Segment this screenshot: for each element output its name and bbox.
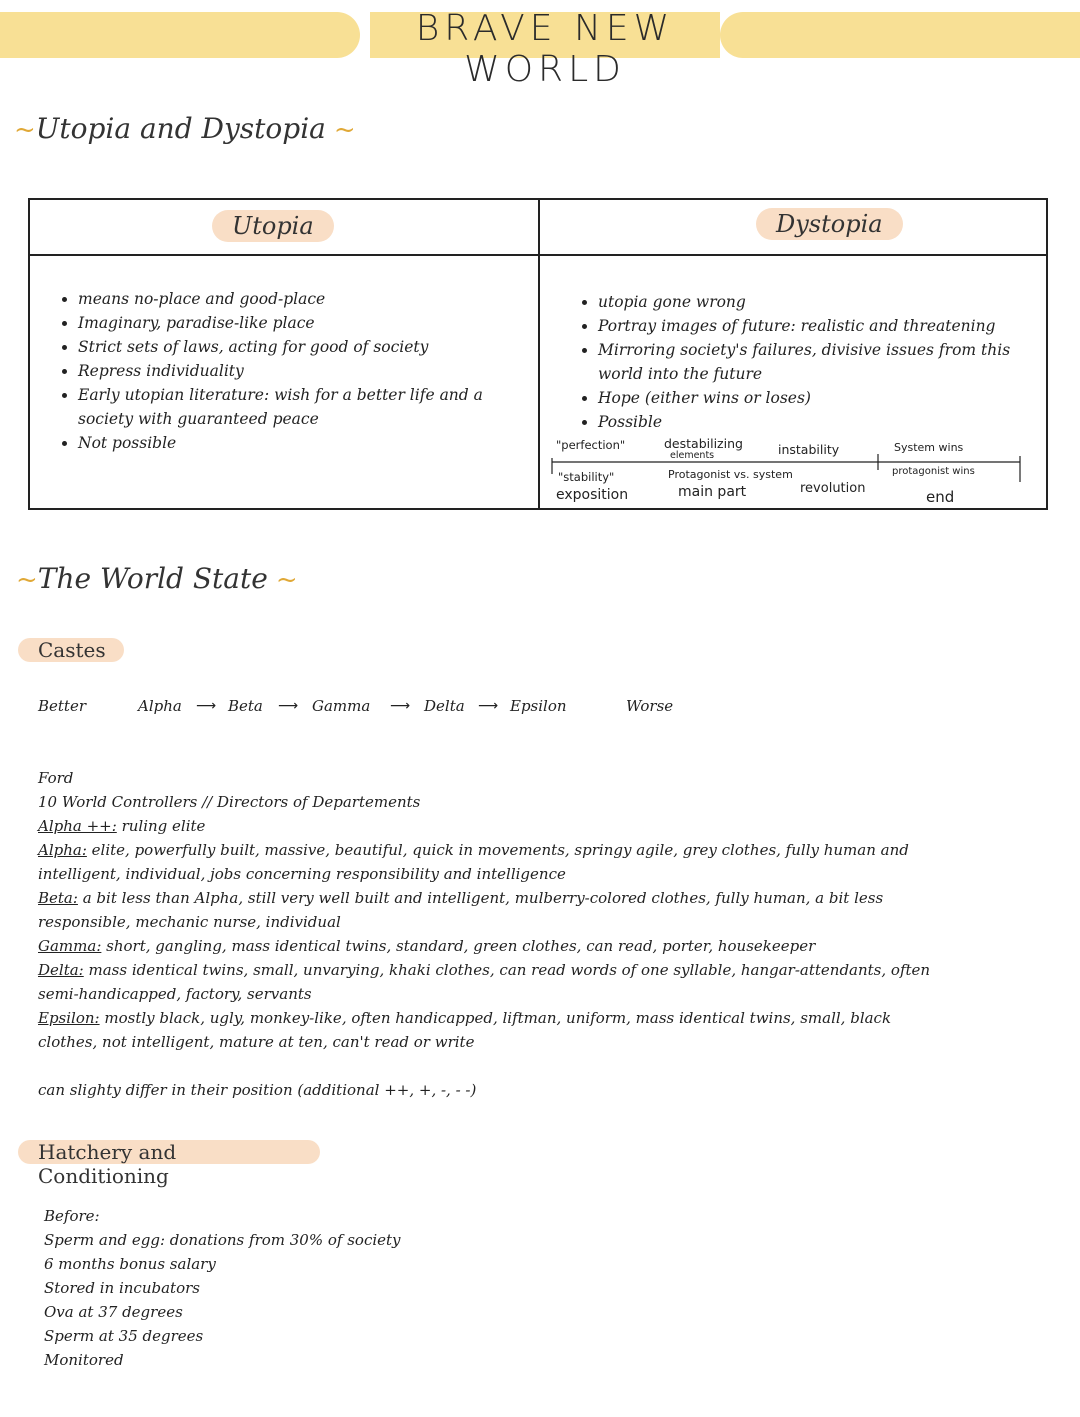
tilde-left: ~ bbox=[14, 115, 36, 145]
note-beta-cont: responsible, mechanic nurse, individual bbox=[38, 913, 341, 931]
note-label: Alpha ++: bbox=[38, 817, 117, 835]
caste-delta: Delta bbox=[424, 697, 465, 715]
list-item: Ova at 37 degrees bbox=[44, 1303, 183, 1321]
list-item: Sperm at 35 degrees bbox=[44, 1327, 204, 1345]
table-divider-vertical bbox=[538, 198, 540, 510]
list-item: 6 months bonus salary bbox=[44, 1255, 216, 1273]
list-item: • utopia gone wrong bbox=[598, 290, 1028, 314]
plot-label-elements: elements bbox=[670, 450, 715, 461]
list-item: • Possible bbox=[598, 410, 1028, 434]
list-item: Before: bbox=[44, 1207, 100, 1225]
plot-label-instability: instability bbox=[778, 442, 840, 457]
section-heading-text: The World State bbox=[37, 562, 268, 595]
plot-label-system-wins: System wins bbox=[894, 441, 964, 454]
section-heading-utopia-dystopia bbox=[14, 112, 356, 145]
note-label: Beta: bbox=[38, 889, 78, 907]
plot-label-protagonist-wins: protagonist wins bbox=[892, 466, 975, 477]
section-heading-text: Utopia and Dystopia bbox=[35, 112, 326, 145]
caste-worse-label: Worse bbox=[626, 697, 674, 715]
utopia-list bbox=[58, 287, 518, 455]
title-banner-left bbox=[0, 12, 360, 58]
utopia-column-heading: Utopia bbox=[212, 210, 334, 242]
tilde-left: ~ bbox=[16, 565, 38, 595]
note-delta bbox=[38, 958, 1048, 982]
tilde-right: ~ bbox=[275, 565, 298, 595]
caste-epsilon: Epsilon bbox=[510, 697, 567, 715]
list-item: • Imaginary, paradise-like place bbox=[78, 311, 518, 335]
table-divider-horizontal bbox=[28, 254, 1048, 256]
plot-label-destabilizing: destabilizing bbox=[664, 436, 743, 451]
note-alpha-cont: intelligent, individual, jobs concerning responsibility and intelligence bbox=[38, 865, 566, 883]
note-text: mass identical twins, small, unvarying, khaki clothes, can read words of one syllable, hangar-attendants, often bbox=[83, 961, 931, 979]
note-label: Epsilon: bbox=[38, 1009, 100, 1027]
note-label: Gamma: bbox=[38, 937, 102, 955]
note-text: elite, powerfully built, massive, beautiful, quick in movements, springy agile, grey clothes, fully human and bbox=[86, 841, 909, 859]
note-label: Delta: bbox=[38, 961, 84, 979]
castes-label: Castes bbox=[18, 638, 124, 662]
note-alpha bbox=[38, 838, 1048, 862]
note-text: ruling elite bbox=[116, 817, 206, 835]
dystopia-column-heading: Dystopia bbox=[756, 208, 903, 240]
plot-label-revolution: revolution bbox=[800, 481, 866, 496]
note-beta bbox=[38, 886, 1048, 910]
note-text: short, gangling, mass identical twins, standard, green clothes, can read, porter, housekeeper bbox=[101, 937, 816, 955]
title-banner-right bbox=[720, 12, 1080, 58]
list-item: Stored in incubators bbox=[44, 1279, 200, 1297]
list-item: • means no-place and good-place bbox=[78, 287, 518, 311]
note-text: a bit less than Alpha, still very well built and intelligent, mulberry-colored clothes, fully human, a bit less bbox=[77, 889, 884, 907]
plot-label-stability: "stability" bbox=[558, 470, 615, 484]
section-heading-world-state bbox=[16, 562, 298, 595]
caste-beta: Beta bbox=[228, 697, 263, 715]
caste-gamma: Gamma bbox=[312, 697, 371, 715]
caste-notes bbox=[38, 766, 1048, 1102]
note-differ: can slighty differ in their position (additional ++, +, -, - -) bbox=[38, 1081, 477, 1099]
note-epsilon-cont: clothes, not intelligent, mature at ten, can't read or write bbox=[38, 1033, 475, 1051]
note-controllers: 10 World Controllers // Directors of Departements bbox=[38, 793, 421, 811]
list-item: • Early utopian literature: wish for a better life and a society with guaranteed peace bbox=[78, 383, 518, 431]
list-item: Sperm and egg: donations from 30% of society bbox=[44, 1231, 401, 1249]
caste-better-label: Better bbox=[38, 697, 87, 715]
note-ford: Ford bbox=[38, 769, 74, 787]
plot-label-exposition: exposition bbox=[556, 487, 629, 503]
plot-label-main-part: main part bbox=[678, 484, 747, 500]
note-text: mostly black, ugly, monkey-like, often handicapped, liftman, uniform, mass identical twins, small, black bbox=[99, 1009, 892, 1027]
plot-label-end: end bbox=[926, 488, 955, 506]
list-item: • Strict sets of laws, acting for good of society bbox=[78, 335, 518, 359]
hatchery-label: Hatchery and Conditioning bbox=[18, 1140, 320, 1164]
note-gamma bbox=[38, 934, 1048, 958]
list-item: • Repress individuality bbox=[78, 359, 518, 383]
list-item: Monitored bbox=[44, 1351, 124, 1369]
caste-alpha: Alpha bbox=[138, 697, 182, 715]
note-label: Alpha: bbox=[38, 841, 87, 859]
note-spacer bbox=[38, 1054, 1048, 1078]
list-item: • Mirroring society's failures, divisive issues from this world into the future bbox=[598, 338, 1028, 386]
note-delta-cont: semi-handicapped, factory, servants bbox=[38, 985, 312, 1003]
arrow-right-icon: ⟶ bbox=[478, 698, 499, 714]
plot-label-perfection: "perfection" bbox=[556, 438, 626, 452]
hatchery-before-list bbox=[44, 1204, 401, 1372]
arrow-right-icon: ⟶ bbox=[196, 698, 217, 714]
plot-label-protagonist-vs-system: Protagonist vs. system bbox=[668, 468, 793, 481]
list-item: • Hope (either wins or loses) bbox=[598, 386, 1028, 410]
page-title: BRAVE NEW WORLD bbox=[415, 8, 675, 90]
tilde-right: ~ bbox=[333, 115, 356, 145]
arrow-right-icon: ⟶ bbox=[390, 698, 411, 714]
note-alpha-plus bbox=[38, 814, 1048, 838]
note-epsilon bbox=[38, 1006, 1048, 1030]
arrow-right-icon: ⟶ bbox=[278, 698, 299, 714]
list-item: • Not possible bbox=[78, 431, 518, 455]
list-item: • Portray images of future: realistic and threatening bbox=[598, 314, 1028, 338]
dystopia-list bbox=[578, 290, 1028, 434]
